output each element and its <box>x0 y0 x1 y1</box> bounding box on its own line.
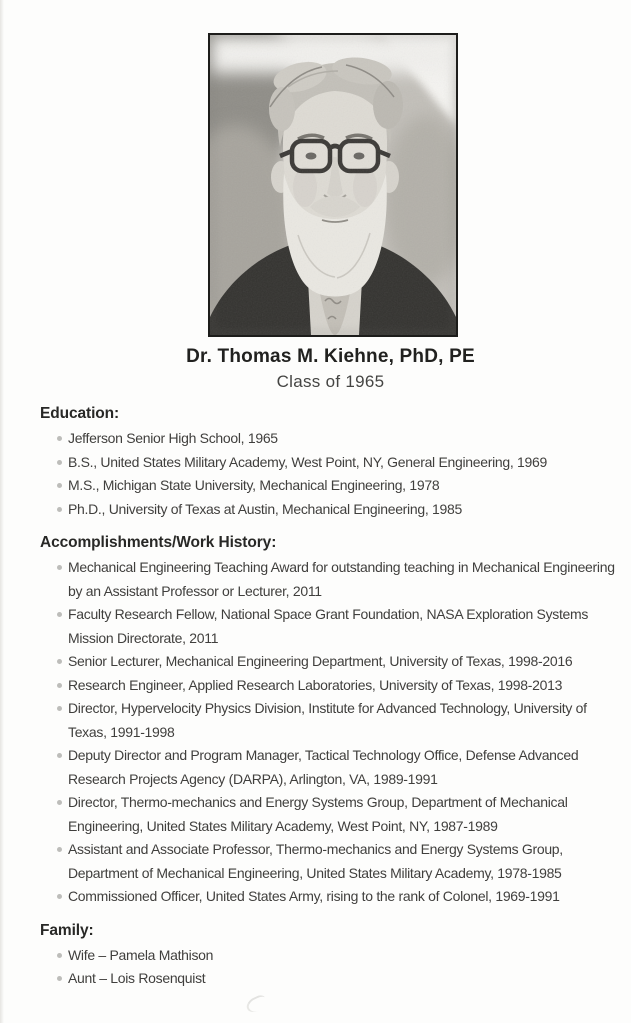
list-item <box>57 838 615 885</box>
bullet-icon <box>57 659 62 664</box>
list-item-text: Assistant and Associate Professor, Thermo-mechanics and Energy Systems Group, Department of Mechanical Engineering, United States Military Academy, 1978-1985 <box>68 841 563 881</box>
family-heading: Family: <box>40 921 94 939</box>
list-item-text: Wife – Pamela Mathison <box>68 946 214 963</box>
list-item-text: Jefferson Senior High School, 1965 <box>68 430 278 446</box>
list-item <box>57 427 615 451</box>
scan-edge-shadow <box>0 0 4 1023</box>
bullet-icon <box>57 612 62 617</box>
bullet-icon <box>57 976 62 981</box>
list-item-text: Director, Thermo-mechanics and Energy Systems Group, Department of Mechanical Engineering, United States Military Academy, West Point, NY, 1987-1989 <box>68 794 568 834</box>
list-item-text: Director, Hypervelocity Physics Division, Institute for Advanced Technology, University of Texas, 1991-1998 <box>68 700 587 740</box>
bullet-icon <box>57 460 62 465</box>
bullet-icon <box>57 507 62 512</box>
list-item <box>57 697 615 744</box>
list-item <box>57 474 615 498</box>
list-item <box>57 885 615 909</box>
bullet-icon <box>57 706 62 711</box>
list-item <box>57 498 615 522</box>
list-item-text: Aunt – Lois Rosenquist <box>68 970 206 986</box>
portrait-photo <box>208 33 458 337</box>
list-item-text: Deputy Director and Program Manager, Tactical Technology Office, Defense Advanced Research Projects Agency (DARPA), Arlington, VA, 1989-1991 <box>68 747 579 787</box>
list-item <box>57 650 615 674</box>
bullet-icon <box>57 800 62 805</box>
section-education <box>40 404 615 521</box>
bullet-icon <box>57 753 62 758</box>
bullet-icon <box>57 953 62 958</box>
list-item <box>57 967 615 991</box>
list-item-text: Commissioned Officer, United States Army, rising to the rank of Colonel, 1969-1991 <box>68 888 560 904</box>
bullet-icon <box>57 683 62 688</box>
bullet-icon <box>57 847 62 852</box>
list-item-text: Faculty Research Fellow, National Space Grant Foundation, NASA Exploration Systems Mission Directorate, 2011 <box>68 606 589 646</box>
list-item <box>57 744 615 791</box>
class-year: Class of 1965 <box>276 372 385 391</box>
section-family <box>40 921 615 991</box>
list-item <box>57 674 615 698</box>
education-heading: Education: <box>40 405 120 422</box>
list-item-text: Senior Lecturer, Mechanical Engineering Department, University of Texas, 1998-2016 <box>68 653 573 669</box>
section-accomplishments <box>40 533 615 909</box>
list-item <box>57 451 615 475</box>
accomplishments-list <box>40 556 615 909</box>
list-item-text: B.S., United States Military Academy, West Point, NY, General Engineering, 1969 <box>68 453 548 470</box>
list-item <box>57 603 615 650</box>
list-item-text: Mechanical Engineering Teaching Award for outstanding teaching in Mechanical Engineering by an Assistant Professor or Lecturer, 2011 <box>68 559 615 599</box>
bullet-icon <box>57 565 62 570</box>
list-item <box>57 944 615 968</box>
list-item-text: Ph.D., University of Texas at Austin, Mechanical Engineering, 1985 <box>68 500 462 517</box>
bullet-icon <box>57 436 62 441</box>
list-item <box>57 791 615 838</box>
list-item-text: Research Engineer, Applied Research Laboratories, University of Texas, 1998-2013 <box>68 676 563 693</box>
person-name: Dr. Thomas M. Kiehne, PhD, PE <box>186 346 475 367</box>
accomplishments-heading: Accomplishments/Work History: <box>40 534 277 551</box>
bullet-icon <box>57 483 62 488</box>
bullet-icon <box>57 894 62 899</box>
list-item <box>57 556 615 603</box>
portrait-photo-illustration <box>210 35 456 335</box>
family-list <box>40 944 615 991</box>
list-item-text: M.S., Michigan State University, Mechanical Engineering, 1978 <box>68 477 440 493</box>
bio-content <box>40 404 615 1003</box>
education-list <box>40 427 615 521</box>
